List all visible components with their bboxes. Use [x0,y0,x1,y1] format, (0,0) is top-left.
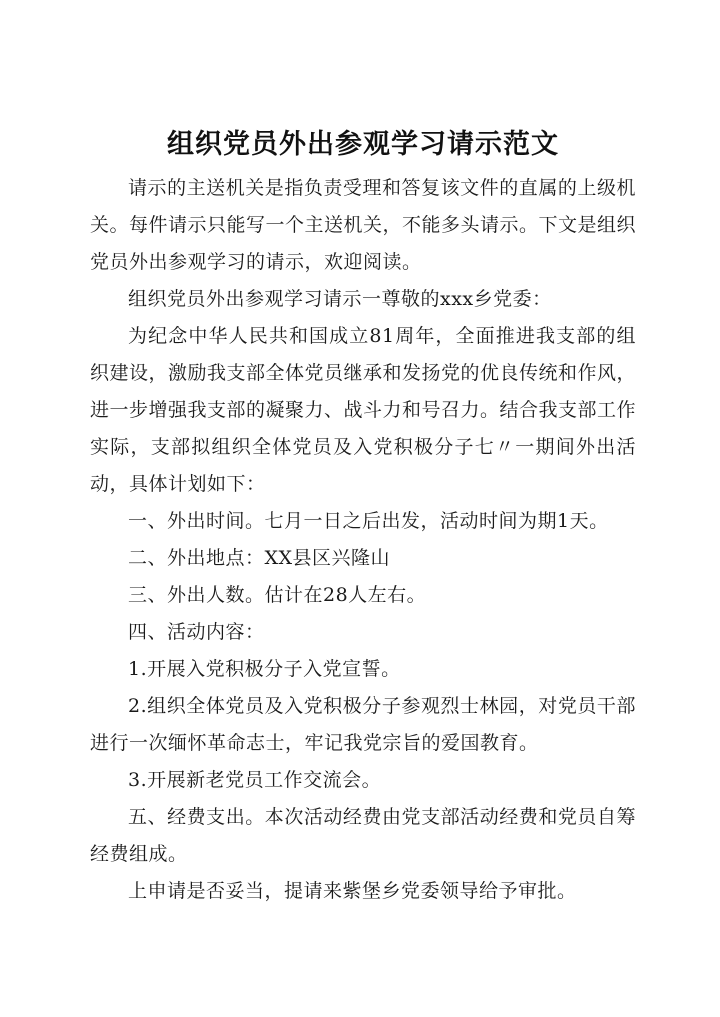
paragraph-activities-heading: 四、活动内容： [128,621,265,643]
paragraph-activity-1: 1.开展入党积极分子入党宣誓。 [128,658,401,680]
paragraph-time: 一、外出时间。七月一日之后出发，活动时间为期1天。 [128,510,609,532]
paragraph-salutation: 组织党员外出参观学习请示一尊敬的xxx乡党委： [128,288,552,310]
paragraph-location: 二、外出地点：XX县区兴隆山 [128,547,391,569]
paragraph-closing: 上申请是否妥当，提请来紫堡乡党委领导给予审批。 [128,880,577,902]
paragraph-activity-2: 2.组织全体党员及入党积极分子参观烈士林园，对党员干部进行一次缅怀革命志士，牢记我党宗旨的爱国教育。 [90,695,636,754]
paragraph-intro: 请示的主送机关是指负责受理和答复该文件的直属的上级机关。每件请示只能写一个主送机关，不能多头请示。下文是组织党员外出参观学习的请示，欢迎阅读。 [90,177,637,273]
document-title: 组织党员外出参观学习请示范文 [167,129,559,160]
paragraph-purpose: 为纪念中华人民共和国成立81周年，全面推进我支部的组织建设，激励我支部全体党员继承和发扬党的优良传统和作风，进一步增强我支部的凝聚力、战斗力和号召力。结合我支部工作实际，支部拟组织全体党员及入党积极分子七〃一期间外出活动，具体计划如下： [90,325,637,495]
paragraph-funding: 五、经费支出。本次活动经费由党支部活动经费和党员自筹经费组成。 [90,806,636,865]
document-page [90,118,636,910]
paragraph-activity-3: 3.开展新老党员工作交流会。 [128,769,382,791]
paragraph-headcount: 三、外出人数。估计在28人左右。 [128,584,427,606]
